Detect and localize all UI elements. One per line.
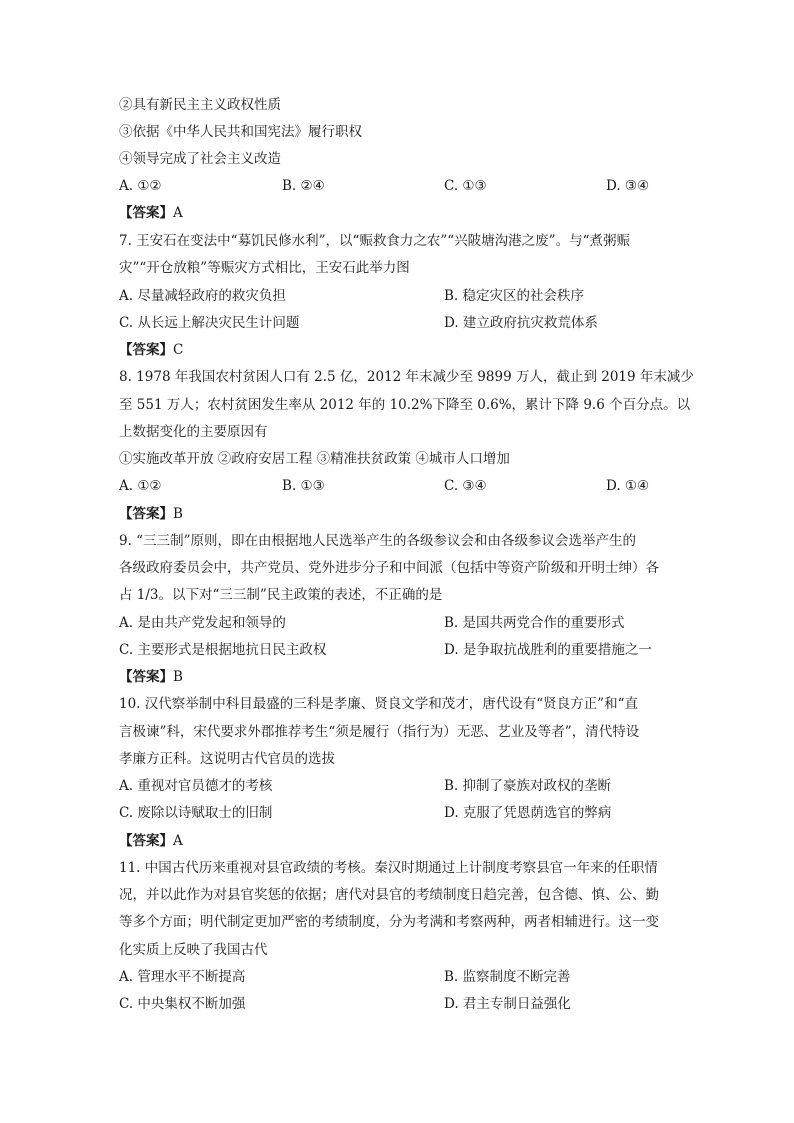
q8-choice-c: C. ③④ [444,478,487,494]
q7-stem-line-1: 7. 王安石在变法中“募饥民修水利”，以“赈救食力之农”“兴陂塘沟港之废”。与“煮粥赈 [119,233,630,249]
q7-choice-b: B. 稳定灾区的社会秩序 [444,288,585,304]
q7-choice-c: C. 从长远上解决灾民生计问题 [119,315,300,331]
answer-label: 【答案】 [119,205,173,221]
q8-choice-a: A. ①② [119,478,162,494]
q10-answer-line [119,832,183,850]
q9-choice-a: A. 是由共产党发起和领导的 [119,615,286,631]
q8-stem-line-1: 8. 1978 年我国农村贫困人口有 2.5 亿，2012 年末减少至 9899 万人，截止到 2019 年末减少 [119,369,694,385]
q10-choice-b: B. 抑制了豪族对政权的垄断 [444,778,612,794]
q8-stem-line-3: 上数据变化的主要原因有 [119,424,268,440]
q7-choice-a: A. 尽量减轻政府的救灾负担 [119,288,286,304]
q11-stem-line-1: 11. 中国古代历来重视对县官政绩的考核。秦汉时期通过上计制度考察县官一年来的任职情 [119,860,658,876]
q9-choice-d: D. 是争取抗战胜利的重要措施之一 [444,642,652,658]
answer-value: C [173,342,184,358]
q8-items: ①实施改革开放 ②政府安居工程 ③精准扶贫政策 ④城市人口增加 [119,451,510,467]
statement-2: ②具有新民主主义政权性质 [119,97,281,113]
q10-stem-line-2: 言极谏”科，宋代要求外郡推荐考生“须是履行（指行为）无恶、艺业及等者”，清代特设 [119,724,640,740]
answer-label: 【答案】 [119,833,173,849]
q11-choice-c: C. 中央集权不断加强 [119,996,246,1012]
q10-choice-d: D. 克服了凭恩荫选官的弊病 [444,805,612,821]
q9-choice-b: B. 是国共两党合作的重要形式 [444,615,625,631]
q7-choice-d: D. 建立政府抗灾救荒体系 [444,315,598,331]
q8-answer-line [119,505,183,523]
q8-choice-d: D. ①④ [606,478,650,494]
answer-line [119,204,183,222]
q9-stem-line-3: 占 1/3。以下对“三三制”民主政策的表述，不正确的是 [119,587,443,603]
answer-label: 【答案】 [119,342,173,358]
q9-choice-c: C. 主要形式是根据地抗日民主政权 [119,642,327,658]
q11-stem-line-2: 况，并以此作为对县官奖惩的依据；唐代对县官的考绩制度日趋完善，包含德、慎、公、勤 [119,887,659,903]
q11-stem-line-4: 化实质上反映了我国古代 [119,942,268,958]
choice-d: D. ③④ [606,178,650,194]
q11-choice-a: A. 管理水平不断提高 [119,969,246,985]
answer-value: A [173,833,183,849]
q10-stem-line-1: 10. 汉代察举制中科目最盛的三科是孝廉、贤良文学和茂才，唐代设有“贤良方正”和“直 [119,696,638,712]
q11-stem-line-3: 等多个方面；明代制定更加严密的考绩制度，分为考满和考察两种，两者相辅进行。这一变 [119,914,659,930]
q10-choice-c: C. 废除以诗赋取士的旧制 [119,805,273,821]
q10-choice-a: A. 重视对官员德才的考核 [119,778,273,794]
choice-c: C. ①③ [444,178,487,194]
answer-label: 【答案】 [119,669,173,685]
q7-stem-line-2: 灾”“开仓放粮”等赈灾方式相比，王安石此举力图 [119,260,410,276]
answer-value: B [173,669,183,685]
q9-stem-line-2: 各级政府委员会中，共产党员、党外进步分子和中间派（包括中等资产阶级和开明士绅）各 [119,560,659,576]
q8-choice-b: B. ①③ [282,478,325,494]
answer-value: A [173,205,183,221]
q9-stem-line-1: 9. “三三制”原则，即在由根据地人民选举产生的各级参议会和由各级参议会选举产生的 [119,533,636,549]
statement-4: ④领导完成了社会主义改造 [119,151,281,167]
q7-answer-line [119,341,183,359]
q8-stem-line-2: 至 551 万人；农村贫困发生率从 2012 年的 10.2%下降至 0.6%，累计下降 9.6 个百分点。以 [119,397,691,413]
choice-b: B. ②④ [282,178,325,194]
statement-3: ③依据《中华人民共和国宪法》履行职权 [119,124,362,140]
answer-label: 【答案】 [119,506,173,522]
answer-value: B [173,506,183,522]
choice-a: A. ①② [119,178,162,194]
q11-choice-b: B. 监察制度不断完善 [444,969,571,985]
q9-answer-line [119,668,183,686]
q10-stem-line-3: 孝廉方正科。这说明古代官员的选拔 [119,751,335,767]
q11-choice-d: D. 君主专制日益强化 [444,996,571,1012]
